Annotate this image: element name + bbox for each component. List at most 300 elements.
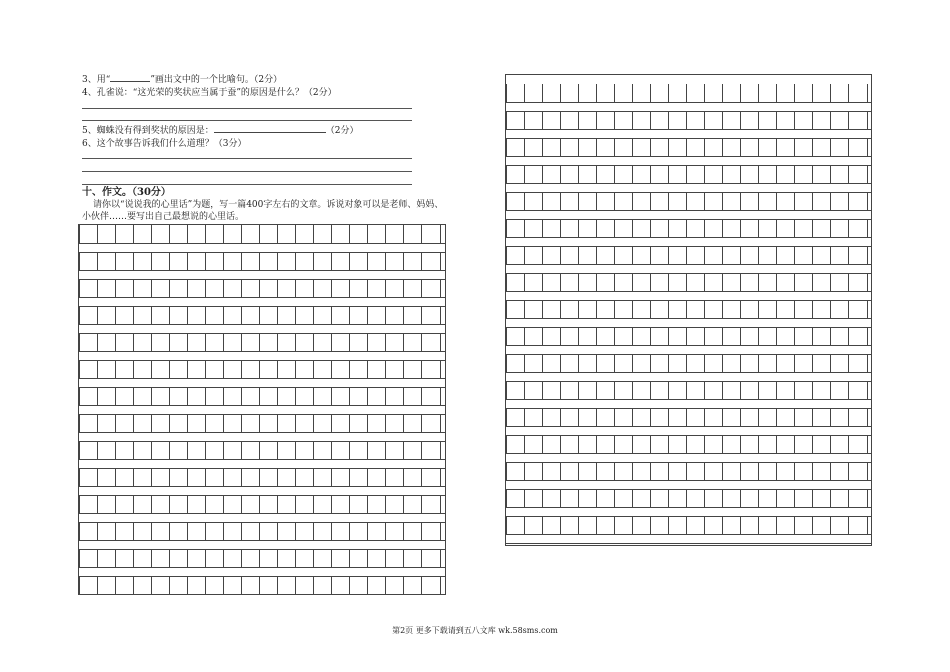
grid-cell[interactable] <box>277 549 296 567</box>
grid-cell[interactable] <box>812 273 831 291</box>
grid-cell[interactable] <box>97 225 116 243</box>
grid-cell[interactable] <box>223 468 242 486</box>
grid-cell[interactable] <box>169 360 188 378</box>
grid-cell[interactable] <box>812 192 831 210</box>
grid-cell[interactable] <box>614 489 633 507</box>
grid-cell[interactable] <box>385 279 404 297</box>
grid-cell[interactable] <box>223 360 242 378</box>
grid-cell[interactable] <box>385 333 404 351</box>
grid-cell[interactable] <box>169 441 188 459</box>
grid-cell[interactable] <box>578 435 597 453</box>
grid-cell[interactable] <box>758 165 777 183</box>
grid-cell[interactable] <box>79 549 98 567</box>
grid-cell[interactable] <box>524 327 543 345</box>
grid-cell[interactable] <box>403 306 422 324</box>
grid-cell[interactable] <box>403 495 422 513</box>
grid-cell[interactable] <box>205 387 224 405</box>
grid-cell[interactable] <box>776 273 795 291</box>
grid-cell[interactable] <box>115 306 134 324</box>
grid-cell[interactable] <box>97 360 116 378</box>
grid-cell[interactable] <box>812 516 831 534</box>
grid-cell[interactable] <box>403 387 422 405</box>
grid-cell[interactable] <box>740 435 759 453</box>
grid-cell[interactable] <box>421 495 441 513</box>
grid-cell[interactable] <box>241 306 260 324</box>
grid-cell[interactable] <box>187 360 206 378</box>
grid-cell[interactable] <box>812 354 831 372</box>
grid-cell[interactable] <box>794 354 813 372</box>
grid-cell[interactable] <box>506 516 525 534</box>
grid-cell[interactable] <box>614 435 633 453</box>
grid-cell[interactable] <box>650 327 669 345</box>
grid-cell[interactable] <box>542 273 561 291</box>
grid-cell[interactable] <box>349 360 368 378</box>
grid-cell[interactable] <box>403 414 422 432</box>
grid-cell[interactable] <box>704 192 723 210</box>
grid-cell[interactable] <box>187 522 206 540</box>
grid-cell[interactable] <box>740 462 759 480</box>
grid-cell[interactable] <box>740 111 759 129</box>
grid-cell[interactable] <box>758 273 777 291</box>
grid-cell[interactable] <box>295 279 314 297</box>
grid-cell[interactable] <box>115 360 134 378</box>
grid-cell[interactable] <box>367 495 386 513</box>
grid-cell[interactable] <box>79 306 98 324</box>
grid-cell[interactable] <box>313 441 332 459</box>
grid-cell[interactable] <box>812 408 831 426</box>
grid-cell[interactable] <box>385 549 404 567</box>
grid-cell[interactable] <box>650 435 669 453</box>
grid-cell[interactable] <box>578 273 597 291</box>
grid-cell[interactable] <box>506 408 525 426</box>
grid-cell[interactable] <box>385 360 404 378</box>
grid-cell[interactable] <box>812 84 831 102</box>
grid-cell[interactable] <box>277 468 296 486</box>
grid-cell[interactable] <box>614 354 633 372</box>
grid-cell[interactable] <box>758 381 777 399</box>
grid-cell[interactable] <box>205 333 224 351</box>
grid-cell[interactable] <box>794 273 813 291</box>
grid-cell[interactable] <box>686 219 705 237</box>
grid-cell[interactable] <box>704 462 723 480</box>
grid-cell[interactable] <box>794 246 813 264</box>
grid-cell[interactable] <box>367 576 386 594</box>
grid-cell[interactable] <box>259 360 278 378</box>
grid-cell[interactable] <box>722 300 741 318</box>
grid-cell[interactable] <box>686 435 705 453</box>
grid-cell[interactable] <box>722 273 741 291</box>
grid-cell[interactable] <box>277 522 296 540</box>
grid-cell[interactable] <box>133 225 152 243</box>
grid-cell[interactable] <box>776 138 795 156</box>
grid-cell[interactable] <box>830 111 849 129</box>
grid-cell[interactable] <box>740 327 759 345</box>
grid-cell[interactable] <box>578 489 597 507</box>
grid-cell[interactable] <box>403 225 422 243</box>
answer-line-q6-3[interactable] <box>82 184 412 185</box>
grid-cell[interactable] <box>367 333 386 351</box>
grid-cell[interactable] <box>830 246 849 264</box>
grid-cell[interactable] <box>313 225 332 243</box>
grid-cell[interactable] <box>758 192 777 210</box>
composition-writing-grid-left[interactable] <box>78 224 446 595</box>
grid-cell[interactable] <box>668 273 687 291</box>
grid-cell[interactable] <box>848 219 868 237</box>
grid-cell[interactable] <box>794 165 813 183</box>
grid-cell[interactable] <box>506 327 525 345</box>
grid-cell[interactable] <box>722 138 741 156</box>
grid-cell[interactable] <box>97 387 116 405</box>
grid-cell[interactable] <box>133 387 152 405</box>
grid-cell[interactable] <box>830 192 849 210</box>
grid-cell[interactable] <box>295 441 314 459</box>
grid-cell[interactable] <box>313 549 332 567</box>
grid-cell[interactable] <box>295 414 314 432</box>
grid-cell[interactable] <box>578 165 597 183</box>
grid-cell[interactable] <box>542 516 561 534</box>
grid-cell[interactable] <box>524 435 543 453</box>
grid-cell[interactable] <box>668 327 687 345</box>
grid-cell[interactable] <box>848 138 868 156</box>
grid-cell[interactable] <box>403 522 422 540</box>
grid-cell[interactable] <box>367 225 386 243</box>
grid-cell[interactable] <box>331 495 350 513</box>
grid-cell[interactable] <box>722 489 741 507</box>
grid-cell[interactable] <box>524 111 543 129</box>
grid-cell[interactable] <box>668 138 687 156</box>
grid-cell[interactable] <box>367 279 386 297</box>
grid-cell[interactable] <box>578 84 597 102</box>
grid-cell[interactable] <box>223 441 242 459</box>
grid-cell[interactable] <box>560 462 579 480</box>
grid-cell[interactable] <box>313 279 332 297</box>
grid-cell[interactable] <box>169 387 188 405</box>
grid-cell[interactable] <box>223 522 242 540</box>
grid-cell[interactable] <box>740 489 759 507</box>
grid-cell[interactable] <box>506 111 525 129</box>
grid-cell[interactable] <box>848 300 868 318</box>
grid-cell[interactable] <box>722 192 741 210</box>
grid-cell[interactable] <box>560 219 579 237</box>
grid-cell[interactable] <box>421 252 441 270</box>
grid-cell[interactable] <box>560 489 579 507</box>
grid-cell[interactable] <box>367 387 386 405</box>
grid-cell[interactable] <box>259 387 278 405</box>
grid-cell[interactable] <box>331 468 350 486</box>
grid-cell[interactable] <box>524 246 543 264</box>
grid-row[interactable] <box>506 516 865 534</box>
grid-cell[interactable] <box>169 225 188 243</box>
grid-cell[interactable] <box>241 252 260 270</box>
grid-cell[interactable] <box>794 84 813 102</box>
grid-cell[interactable] <box>97 468 116 486</box>
grid-cell[interactable] <box>169 495 188 513</box>
grid-row[interactable] <box>506 462 865 480</box>
grid-cell[interactable] <box>385 252 404 270</box>
grid-cell[interactable] <box>151 495 170 513</box>
grid-cell[interactable] <box>205 306 224 324</box>
grid-cell[interactable] <box>421 279 441 297</box>
grid-cell[interactable] <box>524 408 543 426</box>
grid-cell[interactable] <box>169 468 188 486</box>
grid-cell[interactable] <box>241 441 260 459</box>
grid-cell[interactable] <box>331 414 350 432</box>
grid-cell[interactable] <box>758 489 777 507</box>
grid-cell[interactable] <box>650 381 669 399</box>
grid-cell[interactable] <box>241 225 260 243</box>
grid-row[interactable] <box>506 246 865 264</box>
grid-cell[interactable] <box>349 252 368 270</box>
grid-cell[interactable] <box>241 414 260 432</box>
grid-cell[interactable] <box>560 165 579 183</box>
grid-row[interactable] <box>506 381 865 399</box>
grid-cell[interactable] <box>169 252 188 270</box>
grid-cell[interactable] <box>277 360 296 378</box>
grid-cell[interactable] <box>169 522 188 540</box>
grid-cell[interactable] <box>169 414 188 432</box>
grid-cell[interactable] <box>794 462 813 480</box>
grid-cell[interactable] <box>385 522 404 540</box>
grid-cell[interactable] <box>812 489 831 507</box>
grid-cell[interactable] <box>848 84 868 102</box>
grid-cell[interactable] <box>704 84 723 102</box>
grid-cell[interactable] <box>97 306 116 324</box>
grid-cell[interactable] <box>187 414 206 432</box>
grid-cell[interactable] <box>79 279 98 297</box>
grid-cell[interactable] <box>686 300 705 318</box>
grid-cell[interactable] <box>133 441 152 459</box>
grid-cell[interactable] <box>385 468 404 486</box>
grid-cell[interactable] <box>830 435 849 453</box>
grid-cell[interactable] <box>560 111 579 129</box>
grid-cell[interactable] <box>650 111 669 129</box>
grid-cell[interactable] <box>668 462 687 480</box>
grid-cell[interactable] <box>524 219 543 237</box>
grid-cell[interactable] <box>632 408 651 426</box>
grid-cell[interactable] <box>560 516 579 534</box>
grid-cell[interactable] <box>704 165 723 183</box>
grid-cell[interactable] <box>169 576 188 594</box>
grid-cell[interactable] <box>524 381 543 399</box>
grid-cell[interactable] <box>668 408 687 426</box>
grid-cell[interactable] <box>614 381 633 399</box>
grid-cell[interactable] <box>403 549 422 567</box>
grid-cell[interactable] <box>848 408 868 426</box>
grid-cell[interactable] <box>277 576 296 594</box>
grid-cell[interactable] <box>758 138 777 156</box>
grid-cell[interactable] <box>403 252 422 270</box>
grid-row[interactable] <box>506 435 865 453</box>
grid-cell[interactable] <box>668 111 687 129</box>
grid-cell[interactable] <box>614 462 633 480</box>
grid-cell[interactable] <box>115 549 134 567</box>
grid-cell[interactable] <box>349 495 368 513</box>
grid-cell[interactable] <box>578 516 597 534</box>
grid-cell[interactable] <box>704 381 723 399</box>
grid-cell[interactable] <box>740 516 759 534</box>
grid-cell[interactable] <box>313 360 332 378</box>
grid-cell[interactable] <box>331 576 350 594</box>
grid-cell[interactable] <box>259 414 278 432</box>
grid-cell[interactable] <box>241 576 260 594</box>
grid-cell[interactable] <box>668 192 687 210</box>
grid-cell[interactable] <box>403 576 422 594</box>
grid-cell[interactable] <box>812 435 831 453</box>
grid-cell[interactable] <box>686 111 705 129</box>
grid-cell[interactable] <box>848 354 868 372</box>
grid-row[interactable] <box>79 252 438 270</box>
grid-cell[interactable] <box>704 354 723 372</box>
grid-cell[interactable] <box>722 111 741 129</box>
grid-cell[interactable] <box>794 327 813 345</box>
grid-row[interactable] <box>79 576 438 594</box>
grid-cell[interactable] <box>830 165 849 183</box>
grid-cell[interactable] <box>421 522 441 540</box>
grid-cell[interactable] <box>241 549 260 567</box>
grid-cell[interactable] <box>686 408 705 426</box>
grid-cell[interactable] <box>385 576 404 594</box>
grid-row[interactable] <box>506 273 865 291</box>
grid-cell[interactable] <box>115 522 134 540</box>
grid-cell[interactable] <box>596 408 615 426</box>
grid-cell[interactable] <box>524 273 543 291</box>
grid-cell[interactable] <box>349 225 368 243</box>
grid-cell[interactable] <box>596 165 615 183</box>
grid-cell[interactable] <box>650 489 669 507</box>
grid-cell[interactable] <box>632 138 651 156</box>
grid-cell[interactable] <box>506 489 525 507</box>
grid-cell[interactable] <box>650 84 669 102</box>
grid-cell[interactable] <box>97 576 116 594</box>
grid-cell[interactable] <box>133 279 152 297</box>
grid-cell[interactable] <box>848 111 868 129</box>
grid-cell[interactable] <box>259 495 278 513</box>
grid-cell[interactable] <box>151 360 170 378</box>
grid-cell[interactable] <box>506 138 525 156</box>
grid-cell[interactable] <box>349 441 368 459</box>
grid-cell[interactable] <box>686 246 705 264</box>
grid-cell[interactable] <box>259 576 278 594</box>
grid-cell[interactable] <box>241 522 260 540</box>
grid-cell[interactable] <box>668 381 687 399</box>
grid-cell[interactable] <box>812 462 831 480</box>
grid-cell[interactable] <box>542 354 561 372</box>
grid-cell[interactable] <box>560 192 579 210</box>
grid-cell[interactable] <box>722 408 741 426</box>
grid-cell[interactable] <box>169 549 188 567</box>
grid-cell[interactable] <box>542 84 561 102</box>
grid-cell[interactable] <box>542 462 561 480</box>
grid-cell[interactable] <box>97 252 116 270</box>
grid-row[interactable] <box>506 138 865 156</box>
grid-cell[interactable] <box>115 495 134 513</box>
grid-cell[interactable] <box>686 192 705 210</box>
grid-cell[interactable] <box>277 225 296 243</box>
grid-cell[interactable] <box>277 333 296 351</box>
grid-cell[interactable] <box>367 522 386 540</box>
grid-cell[interactable] <box>421 360 441 378</box>
grid-cell[interactable] <box>133 468 152 486</box>
grid-cell[interactable] <box>187 495 206 513</box>
grid-cell[interactable] <box>223 414 242 432</box>
grid-cell[interactable] <box>722 84 741 102</box>
grid-row[interactable] <box>506 165 865 183</box>
grid-cell[interactable] <box>295 549 314 567</box>
grid-cell[interactable] <box>632 192 651 210</box>
grid-cell[interactable] <box>758 84 777 102</box>
grid-cell[interactable] <box>560 408 579 426</box>
grid-cell[interactable] <box>668 165 687 183</box>
grid-row[interactable] <box>79 414 438 432</box>
grid-cell[interactable] <box>277 279 296 297</box>
grid-cell[interactable] <box>367 468 386 486</box>
grid-cell[interactable] <box>421 414 441 432</box>
grid-cell[interactable] <box>704 489 723 507</box>
grid-cell[interactable] <box>259 306 278 324</box>
grid-cell[interactable] <box>223 549 242 567</box>
grid-cell[interactable] <box>295 495 314 513</box>
grid-cell[interactable] <box>650 408 669 426</box>
grid-cell[interactable] <box>403 333 422 351</box>
grid-cell[interactable] <box>133 333 152 351</box>
grid-row[interactable] <box>79 549 438 567</box>
grid-cell[interactable] <box>650 273 669 291</box>
grid-cell[interactable] <box>205 522 224 540</box>
grid-cell[interactable] <box>740 273 759 291</box>
grid-cell[interactable] <box>385 225 404 243</box>
grid-cell[interactable] <box>506 219 525 237</box>
grid-cell[interactable] <box>794 489 813 507</box>
grid-cell[interactable] <box>187 441 206 459</box>
grid-cell[interactable] <box>205 225 224 243</box>
grid-cell[interactable] <box>313 414 332 432</box>
grid-cell[interactable] <box>313 252 332 270</box>
grid-cell[interactable] <box>295 306 314 324</box>
grid-cell[interactable] <box>349 414 368 432</box>
grid-cell[interactable] <box>740 165 759 183</box>
grid-cell[interactable] <box>421 387 441 405</box>
grid-cell[interactable] <box>776 516 795 534</box>
grid-cell[interactable] <box>331 387 350 405</box>
grid-cell[interactable] <box>259 333 278 351</box>
grid-cell[interactable] <box>79 468 98 486</box>
grid-cell[interactable] <box>776 381 795 399</box>
grid-cell[interactable] <box>115 333 134 351</box>
grid-cell[interactable] <box>704 300 723 318</box>
grid-cell[interactable] <box>632 219 651 237</box>
grid-row[interactable] <box>506 219 865 237</box>
grid-cell[interactable] <box>632 516 651 534</box>
grid-cell[interactable] <box>295 387 314 405</box>
grid-cell[interactable] <box>331 360 350 378</box>
grid-cell[interactable] <box>686 462 705 480</box>
grid-cell[interactable] <box>542 300 561 318</box>
grid-row[interactable] <box>79 468 438 486</box>
grid-cell[interactable] <box>722 246 741 264</box>
grid-cell[interactable] <box>596 273 615 291</box>
grid-cell[interactable] <box>830 273 849 291</box>
grid-cell[interactable] <box>241 360 260 378</box>
grid-cell[interactable] <box>133 576 152 594</box>
grid-cell[interactable] <box>115 441 134 459</box>
grid-cell[interactable] <box>776 462 795 480</box>
grid-cell[interactable] <box>758 462 777 480</box>
grid-cell[interactable] <box>367 441 386 459</box>
grid-cell[interactable] <box>79 360 98 378</box>
grid-cell[interactable] <box>403 441 422 459</box>
grid-cell[interactable] <box>115 387 134 405</box>
grid-cell[interactable] <box>830 462 849 480</box>
